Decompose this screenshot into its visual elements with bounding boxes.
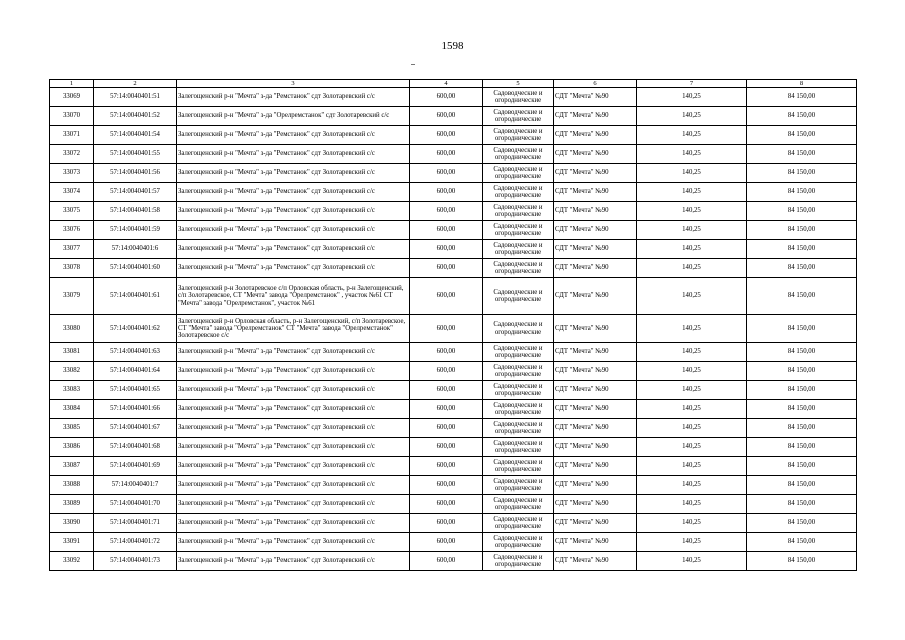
- cadastral-value: 84 150,00: [747, 552, 857, 571]
- row-number: 33070: [50, 107, 94, 126]
- column-number: 3: [177, 80, 410, 88]
- plot-area: 600,00: [410, 381, 483, 400]
- column-number: 2: [94, 80, 177, 88]
- cadastral-number: 57:14:0040401:7: [94, 476, 177, 495]
- table-row: [50, 183, 857, 202]
- row-number: 33069: [50, 88, 94, 107]
- cadastral-number: 57:14:0040401:6: [94, 240, 177, 259]
- cadastral-value: 84 150,00: [747, 126, 857, 145]
- permitted-use: Садоводческие и огороднические: [483, 381, 554, 400]
- cadastral-number: 57:14:0040401:60: [94, 259, 177, 278]
- cadastral-value: 84 150,00: [747, 419, 857, 438]
- location-address: Залегощенский р-н "Мечта" з-да "Ремстанок" сдт Золотаревский с/с: [177, 495, 410, 514]
- unit-value: 140,25: [637, 495, 747, 514]
- cadastral-number: 57:14:0040401:59: [94, 221, 177, 240]
- organization: СДТ "Мечта" №90: [554, 419, 637, 438]
- plot-area: 600,00: [410, 514, 483, 533]
- location-address: Залегощенский р-н "Мечта" з-да "Ремстанок" сдт Золотаревский с/с: [177, 145, 410, 164]
- cadastral-value: 84 150,00: [747, 533, 857, 552]
- table-row: [50, 221, 857, 240]
- unit-value: 140,25: [637, 259, 747, 278]
- organization: СДТ "Мечта" №90: [554, 343, 637, 362]
- cadastral-number: 57:14:0040401:52: [94, 107, 177, 126]
- row-number: 33090: [50, 514, 94, 533]
- plot-area: 600,00: [410, 495, 483, 514]
- column-number: 4: [410, 80, 483, 88]
- table-row: [50, 240, 857, 259]
- organization: СДТ "Мечта" №90: [554, 183, 637, 202]
- plot-area: 600,00: [410, 183, 483, 202]
- organization: СДТ "Мечта" №90: [554, 457, 637, 476]
- cadastral-number: 57:14:0040401:61: [94, 278, 177, 315]
- row-number: 33075: [50, 202, 94, 221]
- cadastral-value: 84 150,00: [747, 221, 857, 240]
- row-number: 33087: [50, 457, 94, 476]
- cadastral-number: 57:14:0040401:64: [94, 362, 177, 381]
- permitted-use: Садоводческие и огороднические: [483, 259, 554, 278]
- location-address: Залегощенский р-н "Мечта" з-да "Ремстанок" сдт Золотаревский с/с: [177, 164, 410, 183]
- location-address: Залегощенский р-н "Мечта" з-да "Ремстанок" сдт Золотаревский с/с: [177, 552, 410, 571]
- table-row: [50, 533, 857, 552]
- plot-area: 600,00: [410, 438, 483, 457]
- location-address: Залегощенский р-н "Мечта" з-да "Ремстанок" сдт Золотаревский с/с: [177, 457, 410, 476]
- table-row: [50, 145, 857, 164]
- cadastral-number: 57:14:0040401:66: [94, 400, 177, 419]
- location-address: Залегощенский р-н "Мечта" з-да "Ремстанок" сдт Золотаревский с/с: [177, 400, 410, 419]
- permitted-use: Садоводческие и огороднические: [483, 240, 554, 259]
- plot-area: 600,00: [410, 221, 483, 240]
- organization: СДТ "Мечта" №90: [554, 362, 637, 381]
- permitted-use: Садоводческие и огороднические: [483, 362, 554, 381]
- organization: СДТ "Мечта" №90: [554, 202, 637, 221]
- row-number: 33091: [50, 533, 94, 552]
- table-row: [50, 315, 857, 343]
- unit-value: 140,25: [637, 400, 747, 419]
- plot-area: 600,00: [410, 278, 483, 315]
- permitted-use: Садоводческие и огороднические: [483, 495, 554, 514]
- unit-value: 140,25: [637, 107, 747, 126]
- unit-value: 140,25: [637, 476, 747, 495]
- permitted-use: Садоводческие и огороднические: [483, 457, 554, 476]
- column-number-row: [50, 80, 857, 88]
- location-address: Залегощенский р-н "Мечта" з-да "Ремстанок" сдт Золотаревский с/с: [177, 221, 410, 240]
- unit-value: 140,25: [637, 419, 747, 438]
- cadastral-number: 57:14:0040401:62: [94, 315, 177, 343]
- cadastral-number: 57:14:0040401:67: [94, 419, 177, 438]
- table-row: [50, 107, 857, 126]
- table-row: [50, 164, 857, 183]
- row-number: 33083: [50, 381, 94, 400]
- cadastral-number: 57:14:0040401:57: [94, 183, 177, 202]
- table-row: [50, 495, 857, 514]
- cadastral-value: 84 150,00: [747, 88, 857, 107]
- permitted-use: Садоводческие и огороднические: [483, 438, 554, 457]
- organization: СДТ "Мечта" №90: [554, 240, 637, 259]
- plot-area: 600,00: [410, 533, 483, 552]
- cadastral-value: 84 150,00: [747, 259, 857, 278]
- row-number: 33072: [50, 145, 94, 164]
- permitted-use: Садоводческие и огороднические: [483, 552, 554, 571]
- cadastral-number: 57:14:0040401:73: [94, 552, 177, 571]
- row-number: 33085: [50, 419, 94, 438]
- plot-area: 600,00: [410, 362, 483, 381]
- row-number: 33081: [50, 343, 94, 362]
- unit-value: 140,25: [637, 457, 747, 476]
- row-number: 33089: [50, 495, 94, 514]
- location-address: Залегощенский р-н "Мечта" з-да "Ремстанок" сдт Золотаревский с/с: [177, 362, 410, 381]
- plot-area: 600,00: [410, 476, 483, 495]
- permitted-use: Садоводческие и огороднические: [483, 533, 554, 552]
- table-row: [50, 514, 857, 533]
- location-address: Залегощенский р-н "Мечта" з-да "Ремстанок" сдт Золотаревский с/с: [177, 514, 410, 533]
- cadastral-number: 57:14:0040401:70: [94, 495, 177, 514]
- location-address: Залегощенский р-н "Мечта" з-да "Ремстанок" сдт Золотаревский с/с: [177, 240, 410, 259]
- unit-value: 140,25: [637, 202, 747, 221]
- scan-mark: [411, 64, 415, 65]
- row-number: 33092: [50, 552, 94, 571]
- organization: СДТ "Мечта" №90: [554, 164, 637, 183]
- cadastral-value: 84 150,00: [747, 164, 857, 183]
- location-address: Залегощенский р-н "Мечта" з-да "Ремстанок" сдт Золотаревский с/с: [177, 88, 410, 107]
- cadastral-value: 84 150,00: [747, 381, 857, 400]
- unit-value: 140,25: [637, 221, 747, 240]
- cadastral-value: 84 150,00: [747, 315, 857, 343]
- table-row: [50, 278, 857, 315]
- plot-area: 600,00: [410, 202, 483, 221]
- permitted-use: Садоводческие и огороднические: [483, 221, 554, 240]
- location-address: Залегощенский р-н "Мечта" з-да "Ремстанок" сдт Золотаревский с/с: [177, 126, 410, 145]
- organization: СДТ "Мечта" №90: [554, 533, 637, 552]
- table-body: [50, 88, 857, 571]
- location-address: Залегощенский р-н "Мечта" з-да "Ремстанок" сдт Золотаревский с/с: [177, 259, 410, 278]
- location-address: Залегощенский р-н "Мечта" з-да "Ремстанок" сдт Золотаревский с/с: [177, 419, 410, 438]
- location-address: Залегощенский р-н "Мечта" з-да "Ремстанок" сдт Золотаревский с/с: [177, 438, 410, 457]
- row-number: 33082: [50, 362, 94, 381]
- unit-value: 140,25: [637, 315, 747, 343]
- table-row: [50, 88, 857, 107]
- cadastral-number: 57:14:0040401:68: [94, 438, 177, 457]
- organization: СДТ "Мечта" №90: [554, 476, 637, 495]
- column-number: 5: [483, 80, 554, 88]
- permitted-use: Садоводческие и огороднические: [483, 278, 554, 315]
- cadastral-value: 84 150,00: [747, 495, 857, 514]
- organization: СДТ "Мечта" №90: [554, 145, 637, 164]
- cadastral-value: 84 150,00: [747, 514, 857, 533]
- organization: СДТ "Мечта" №90: [554, 552, 637, 571]
- plot-area: 600,00: [410, 88, 483, 107]
- table-row: [50, 202, 857, 221]
- row-number: 33088: [50, 476, 94, 495]
- table-row: [50, 343, 857, 362]
- cadastral-number: 57:14:0040401:54: [94, 126, 177, 145]
- row-number: 33079: [50, 278, 94, 315]
- organization: СДТ "Мечта" №90: [554, 400, 637, 419]
- column-number: 7: [637, 80, 747, 88]
- organization: СДТ "Мечта" №90: [554, 315, 637, 343]
- location-address: Залегощенский р-н "Мечта" з-да "Ремстанок" сдт Золотаревский с/с: [177, 381, 410, 400]
- cadastral-value: 84 150,00: [747, 362, 857, 381]
- permitted-use: Садоводческие и огороднические: [483, 145, 554, 164]
- cadastral-number: 57:14:0040401:55: [94, 145, 177, 164]
- row-number: 33080: [50, 315, 94, 343]
- permitted-use: Садоводческие и огороднические: [483, 183, 554, 202]
- unit-value: 140,25: [637, 240, 747, 259]
- cadastral-value: 84 150,00: [747, 107, 857, 126]
- organization: СДТ "Мечта" №90: [554, 514, 637, 533]
- row-number: 33086: [50, 438, 94, 457]
- table-row: [50, 552, 857, 571]
- table-row: [50, 457, 857, 476]
- permitted-use: Садоводческие и огороднические: [483, 315, 554, 343]
- table-row: [50, 381, 857, 400]
- organization: СДТ "Мечта" №90: [554, 259, 637, 278]
- unit-value: 140,25: [637, 362, 747, 381]
- plot-area: 600,00: [410, 552, 483, 571]
- plot-area: 600,00: [410, 457, 483, 476]
- cadastral-number: 57:14:0040401:58: [94, 202, 177, 221]
- plot-area: 600,00: [410, 126, 483, 145]
- cadastral-value: 84 150,00: [747, 278, 857, 315]
- column-number: 8: [747, 80, 857, 88]
- unit-value: 140,25: [637, 438, 747, 457]
- cadastral-value: 84 150,00: [747, 438, 857, 457]
- location-address: Залегощенский р-н "Мечта" з-да "Ремстанок" сдт Золотаревский с/с: [177, 202, 410, 221]
- permitted-use: Садоводческие и огороднические: [483, 202, 554, 221]
- cadastral-number: 57:14:0040401:63: [94, 343, 177, 362]
- cadastral-number: 57:14:0040401:69: [94, 457, 177, 476]
- register-table: [49, 79, 857, 571]
- cadastral-value: 84 150,00: [747, 240, 857, 259]
- location-address: Залегощенский р-н "Мечта" з-да "Ремстанок" сдт Золотаревский с/с: [177, 183, 410, 202]
- cadastral-number: 57:14:0040401:65: [94, 381, 177, 400]
- unit-value: 140,25: [637, 552, 747, 571]
- cadastral-value: 84 150,00: [747, 400, 857, 419]
- organization: СДТ "Мечта" №90: [554, 495, 637, 514]
- table-row: [50, 362, 857, 381]
- plot-area: 600,00: [410, 240, 483, 259]
- organization: СДТ "Мечта" №90: [554, 107, 637, 126]
- permitted-use: Садоводческие и огороднические: [483, 126, 554, 145]
- plot-area: 600,00: [410, 259, 483, 278]
- unit-value: 140,25: [637, 514, 747, 533]
- row-number: 33071: [50, 126, 94, 145]
- location-address: Залегощенский р-н "Мечта" з-да "Ремстанок" сдт Золотаревский с/с: [177, 476, 410, 495]
- cadastral-value: 84 150,00: [747, 476, 857, 495]
- location-address: Залегощенский р-н Золотаревское с/п Орловская область, р-н Залегощенский, с/п Золотаревское, СТ "Мечта" завода "Орелремстанок" , участок №61 СТ "Мечта" завода "Орелремстанок", участок №61: [177, 278, 410, 315]
- plot-area: 600,00: [410, 164, 483, 183]
- cadastral-number: 57:14:0040401:71: [94, 514, 177, 533]
- permitted-use: Садоводческие и огороднические: [483, 107, 554, 126]
- permitted-use: Садоводческие и огороднические: [483, 164, 554, 183]
- cadastral-number: 57:14:0040401:51: [94, 88, 177, 107]
- location-address: Залегощенский р-н "Мечта" з-да "Ремстанок" сдт Золотаревский с/с: [177, 533, 410, 552]
- unit-value: 140,25: [637, 183, 747, 202]
- unit-value: 140,25: [637, 126, 747, 145]
- row-number: 33074: [50, 183, 94, 202]
- unit-value: 140,25: [637, 88, 747, 107]
- location-address: Залегощенский р-н "Мечта" з-да "Ремстанок" сдт Золотаревский с/с: [177, 343, 410, 362]
- organization: СДТ "Мечта" №90: [554, 88, 637, 107]
- location-address: Залегощенский р-н "Мечта" з-да "Орелремстанок" сдт Золотаревский с/с: [177, 107, 410, 126]
- permitted-use: Садоводческие и огороднические: [483, 476, 554, 495]
- unit-value: 140,25: [637, 164, 747, 183]
- table-row: [50, 419, 857, 438]
- unit-value: 140,25: [637, 145, 747, 164]
- row-number: 33077: [50, 240, 94, 259]
- location-address: Залегощенский р-н Орловская область, р-н Залегощенский, с/п Золотаревское, СТ "Мечта" завода "Орелремстанок" СТ "Мечта" завода "Орелремстанок" Золотаревское с/с: [177, 315, 410, 343]
- organization: СДТ "Мечта" №90: [554, 221, 637, 240]
- column-number: 6: [554, 80, 637, 88]
- table-row: [50, 400, 857, 419]
- column-number: 1: [50, 80, 94, 88]
- table-row: [50, 259, 857, 278]
- unit-value: 140,25: [637, 381, 747, 400]
- plot-area: 600,00: [410, 107, 483, 126]
- table-row: [50, 476, 857, 495]
- row-number: 33084: [50, 400, 94, 419]
- cadastral-number: 57:14:0040401:56: [94, 164, 177, 183]
- organization: СДТ "Мечта" №90: [554, 126, 637, 145]
- organization: СДТ "Мечта" №90: [554, 438, 637, 457]
- row-number: 33073: [50, 164, 94, 183]
- table-row: [50, 126, 857, 145]
- unit-value: 140,25: [637, 278, 747, 315]
- plot-area: 600,00: [410, 315, 483, 343]
- plot-area: 600,00: [410, 419, 483, 438]
- plot-area: 600,00: [410, 145, 483, 164]
- unit-value: 140,25: [637, 533, 747, 552]
- cadastral-value: 84 150,00: [747, 457, 857, 476]
- organization: СДТ "Мечта" №90: [554, 381, 637, 400]
- cadastral-value: 84 150,00: [747, 202, 857, 221]
- cadastral-value: 84 150,00: [747, 145, 857, 164]
- permitted-use: Садоводческие и огороднические: [483, 343, 554, 362]
- row-number: 33078: [50, 259, 94, 278]
- cadastral-value: 84 150,00: [747, 343, 857, 362]
- page-number: 1598: [441, 40, 464, 52]
- table-row: [50, 438, 857, 457]
- organization: СДТ "Мечта" №90: [554, 278, 637, 315]
- permitted-use: Садоводческие и огороднические: [483, 419, 554, 438]
- permitted-use: Садоводческие и огороднические: [483, 88, 554, 107]
- cadastral-value: 84 150,00: [747, 183, 857, 202]
- plot-area: 600,00: [410, 343, 483, 362]
- plot-area: 600,00: [410, 400, 483, 419]
- cadastral-number: 57:14:0040401:72: [94, 533, 177, 552]
- row-number: 33076: [50, 221, 94, 240]
- permitted-use: Садоводческие и огороднические: [483, 514, 554, 533]
- unit-value: 140,25: [637, 343, 747, 362]
- permitted-use: Садоводческие и огороднические: [483, 400, 554, 419]
